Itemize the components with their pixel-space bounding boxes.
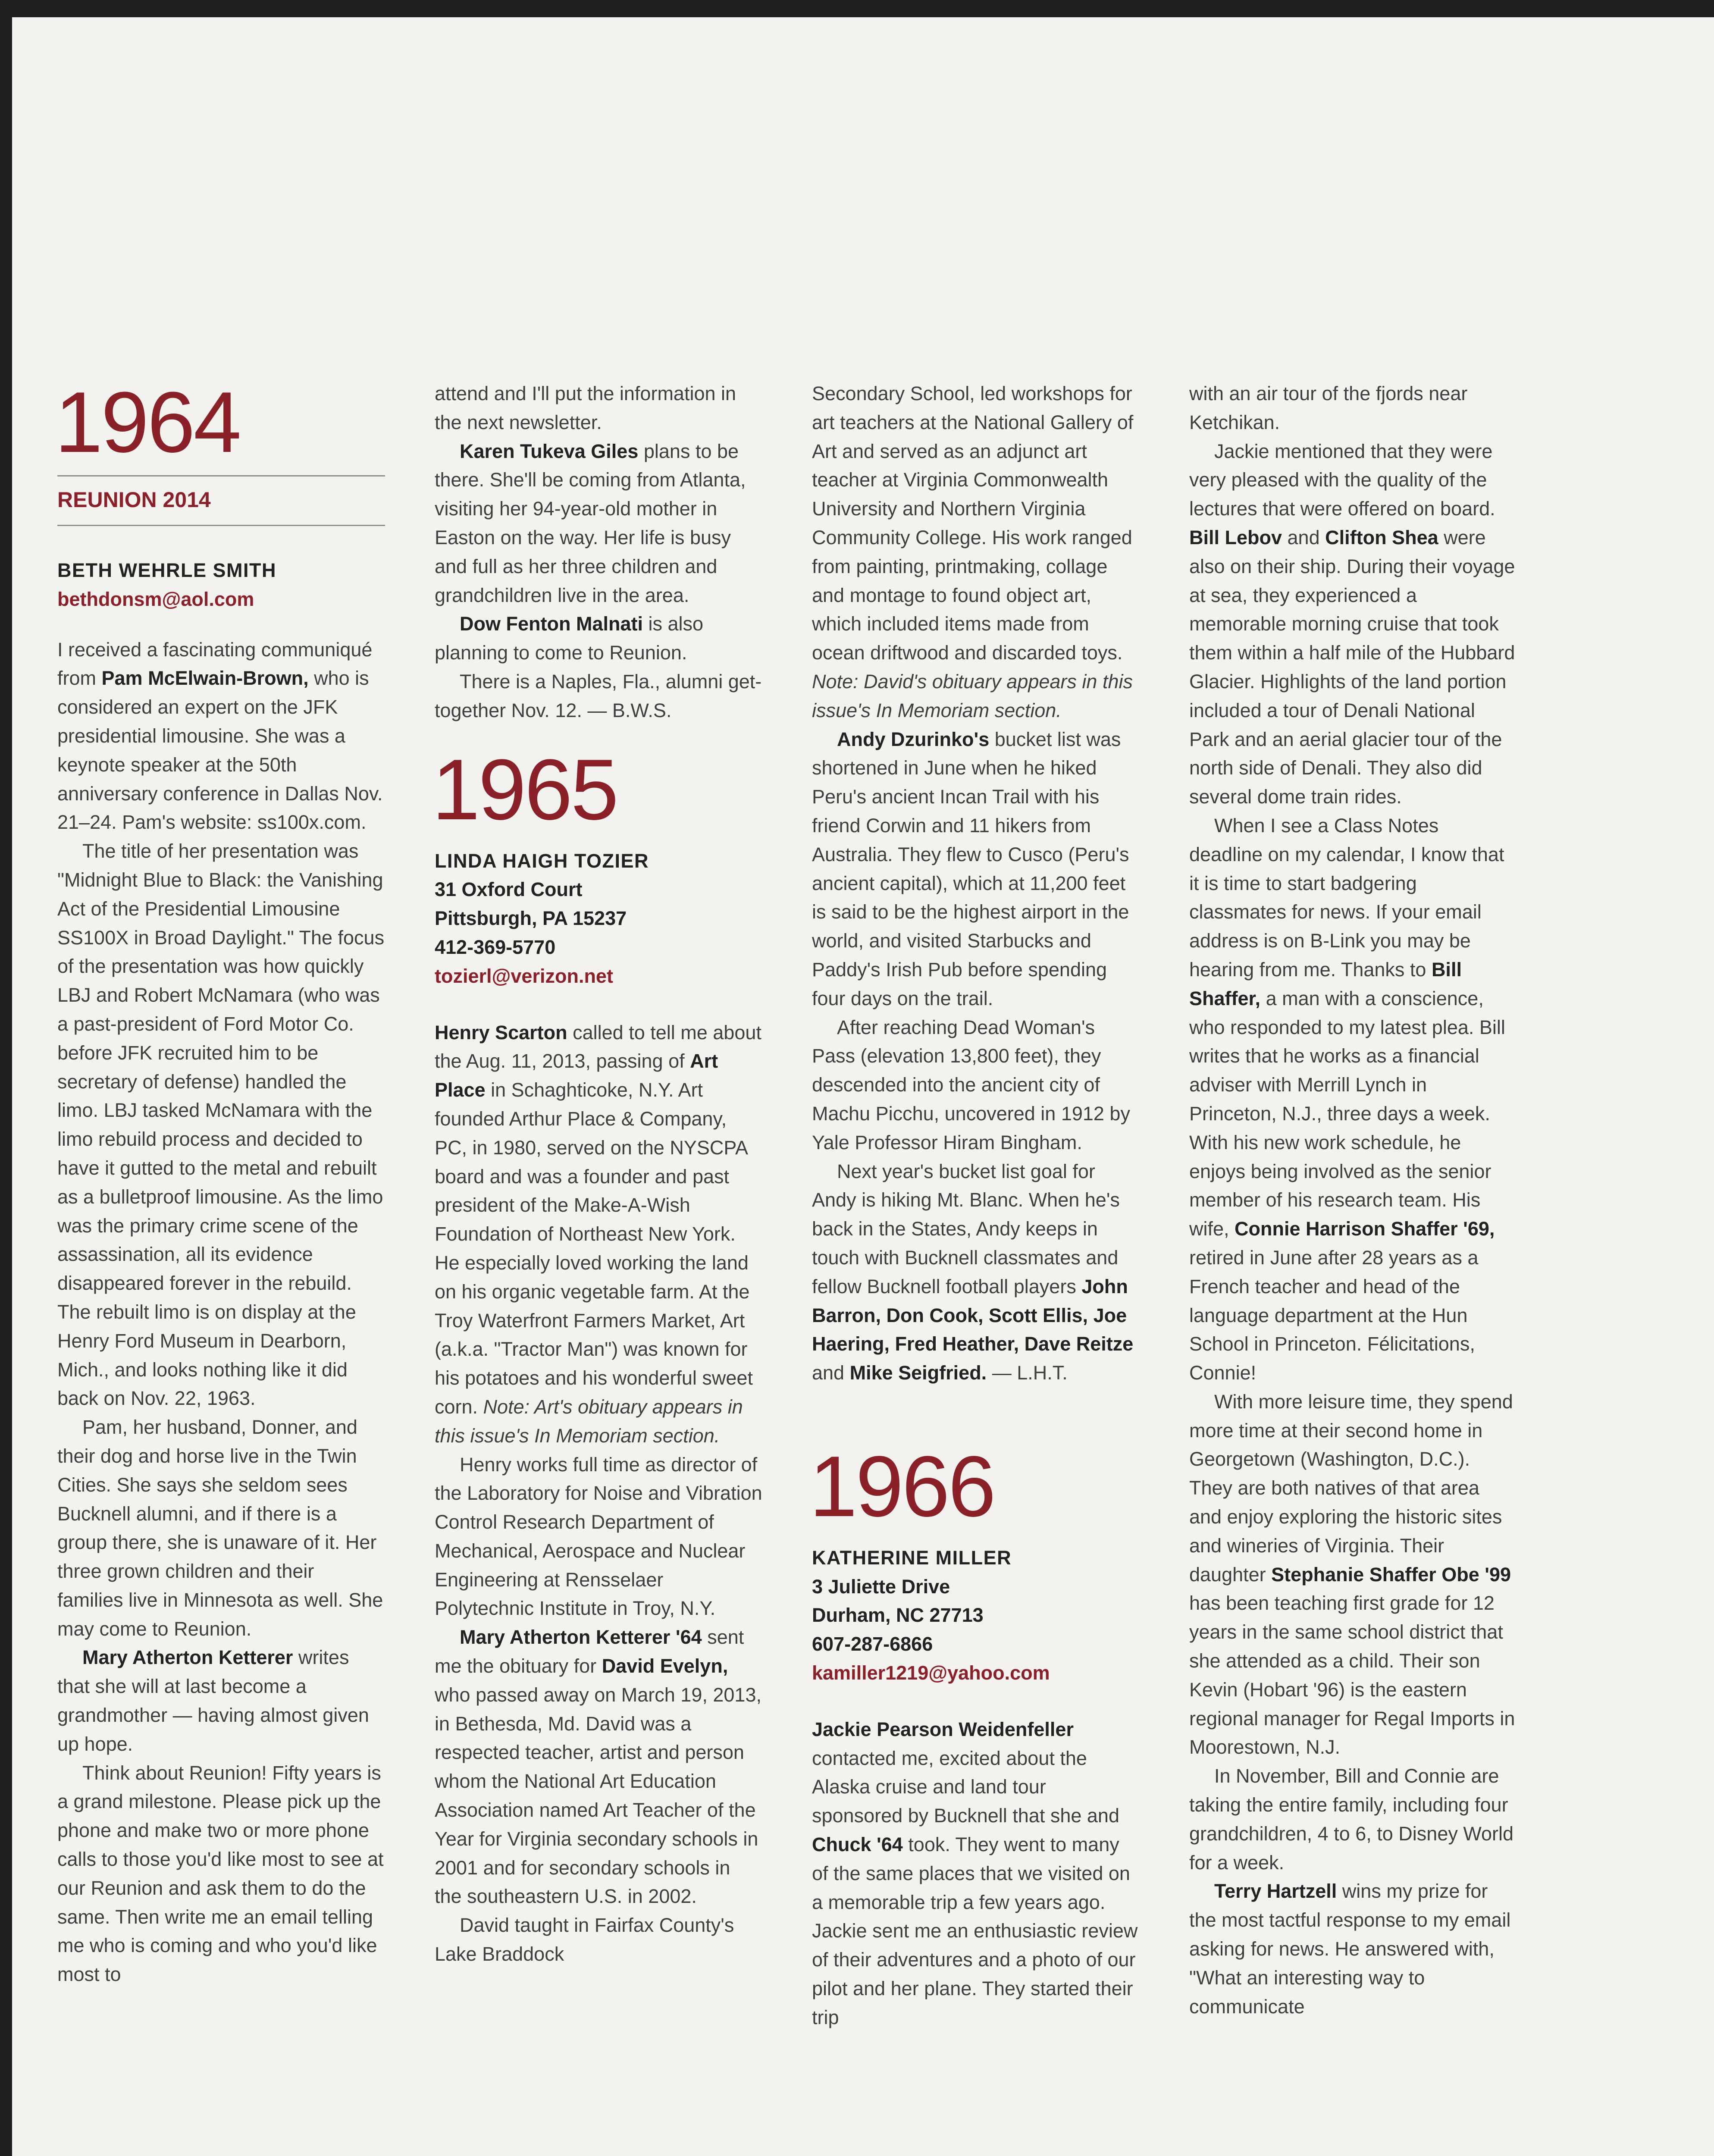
alumni-name: Dow Fenton Malnati: [460, 613, 643, 635]
spacer: [812, 1388, 1140, 1444]
paragraph: Dow Fenton Malnati is also planning to come to Reunion.: [435, 613, 704, 664]
alumni-name: Stephanie Shaffer Obe '99: [1271, 1563, 1511, 1586]
alumni-name: Jackie Pearson Weidenfeller: [812, 1718, 1074, 1740]
paragraph: Pam, her husband, Donner, and their dog and horse live in the Twin Cities. She says she seldom sees Bucknell alumni, and if there is a group there, she is unaware of it. Her three grown children and their families live in Minnesota as well. She may come to Reunion.: [57, 1416, 383, 1640]
editor-note: Note: Art's obituary appears in this issue's In Memoriam section.: [435, 1395, 743, 1447]
alumni-name: Clifton Shea: [1325, 526, 1438, 548]
paragraph: Henry Scarton called to tell me about the Aug. 11, 2013, passing of Art Place in Schaghticoke, N.Y. Art founded Arthur Place & Company, PC, in 1980, served on the NYSCPA board and was a founder and past president of the Make-A-Wish Foundation of Northeast New York. He especially loved working the land on his organic vegetable farm. At the Troy Waterfront Farmers Market, Art (a.k.a. "Tractor Man") was known for his potatoes and his wonderful sweet corn. Note: Art's obituary appears in this issue's In Memoriam section.: [435, 1021, 761, 1447]
paragraph: David taught in Fairfax County's Lake Braddock: [435, 1914, 734, 1965]
correspondent-email[interactable]: kamiller1219@yahoo.com: [812, 1662, 1050, 1684]
correspondent-email[interactable]: bethdonsm@aol.com: [57, 588, 254, 610]
alumni-name: Henry Scarton: [435, 1021, 567, 1044]
column-4: [1189, 379, 1517, 2021]
editor-note: Note: David's obituary appears in this issue's In Memoriam section.: [812, 670, 1133, 721]
paragraph: Next year's bucket list goal for Andy is hiking Mt. Blanc. When he's back in the States, Andy keeps in touch with Bucknell classmates and fellow Bucknell football players John Barron, Don Cook, Scott Ellis, Joe Haering, Fred Heather, Dave Reitze and Mike Seigfried. — L.H.T.: [812, 1160, 1134, 1384]
alumni-name: Mary Atherton Ketterer: [82, 1646, 293, 1669]
alumni-name: Mike Seigfried.: [849, 1362, 987, 1384]
column-3: [809, 379, 1140, 2032]
paragraph: Andy Dzurinko's bucket list was shortened in June when he hiked Peru's ancient Incan Trail with his friend Corwin and 11 hikers from Australia. They flew to Cusco (Peru's ancient capital), which at 11,200 feet is said to be the highest airport in the world, and visited Starbucks and Paddy's Irish Pub before spending four days on the trail.: [812, 728, 1129, 1009]
paragraph: attend and I'll put the information in the next newsletter.: [435, 382, 736, 433]
paragraph: Think about Reunion! Fifty years is a grand milestone. Please pick up the phone and make two or more phone calls to those you'd like most to see at our Reunion and ask them to do the same. Then write me an email telling me who is coming and who you'd like most to: [57, 1761, 384, 1986]
correspondent-1964: [57, 556, 385, 614]
correspondent-city: Durham, NC 27713: [812, 1604, 984, 1626]
correspondent-1965: [435, 847, 762, 991]
column-2: [432, 379, 762, 1969]
paragraph: Secondary School, led workshops for art teachers at the National Gallery of Art and served as an adjunct art teacher at Virginia Commonwealth University and Northern Virginia Community College. His work ranged from painting, printmaking, collage and montage to found object art, which included items made from ocean driftwood and discarded toys. Note: David's obituary appears in this issue's In Memoriam section.: [812, 382, 1134, 721]
alumni-name: Bill Shaffer,: [1189, 958, 1462, 1009]
correspondent-1966: [812, 1544, 1140, 1688]
paragraph: With more leisure time, they spend more time at their second home in Georgetown (Washington, D.C.). They are both natives of that area and enjoy exploring the historic sites and wineries of Virginia. Their daughter Stephanie Shaffer Obe '99 has been teaching first grade for 12 years in the same school district that she attended as a child. Their son Kevin (Hobart '96) is the eastern regional manager for Regal Imports in Moorestown, N.J.: [1189, 1390, 1515, 1758]
paragraph: Terry Hartzell wins my prize for the most tactful response to my email asking for news. He answered with, "What an interesting way to communicate: [1189, 1880, 1511, 2018]
alumni-name: Bill Lebov: [1189, 526, 1282, 548]
alumni-name: John Barron, Don Cook, Scott Ellis, Joe Haering, Fred Heather, Dave Reitze: [812, 1275, 1134, 1355]
paragraph: Mary Atherton Ketterer writes that she will at last become a grandmother — having almost given up hope.: [57, 1646, 369, 1755]
class-year-1965: 1965: [432, 741, 617, 838]
alumni-name: Pam McElwain-Brown,: [101, 667, 309, 689]
class-year-1966: 1966: [809, 1438, 994, 1535]
alumni-name: David Evelyn,: [602, 1655, 728, 1677]
correspondent-city: Pittsburgh, PA 15237: [435, 907, 627, 930]
correspondent-phone: 607-287-6866: [812, 1633, 933, 1655]
paragraph: In November, Bill and Connie are taking the entire family, including four grandchildren, 4 to 6, to Disney World for a week.: [1189, 1765, 1514, 1874]
magazine-page: [12, 17, 1714, 2156]
alumni-name: Chuck '64: [812, 1833, 903, 1856]
paragraph: Karen Tukeva Giles plans to be there. She'll be coming from Atlanta, visiting her 94-year-old mother in Easton on the way. Her life is busy and full as her three children and grandchildren live in the area.: [435, 440, 746, 606]
alumni-name: Karen Tukeva Giles: [460, 440, 639, 462]
correspondent-phone: 412-369-5770: [435, 936, 556, 958]
paragraph: There is a Naples, Fla., alumni get-together Nov. 12. — B.W.S.: [435, 670, 762, 721]
correspondent-email[interactable]: tozierl@verizon.net: [435, 965, 613, 987]
paragraph: Henry works full time as director of the Laboratory for Noise and Vibration Control Research Department of Mechanical, Aerospace and Nuclear Engineering at Rensselaer Polytechnic Institute in Troy, N.Y.: [435, 1453, 762, 1620]
paragraph: Mary Atherton Ketterer '64 sent me the obituary for David Evelyn, who passed away on March 19, 2013, in Bethesda, Md. David was a respected teacher, artist and person whom the National Art Education Association named Art Teacher of the Year for Virginia secondary schools in 2001 and for secondary schools in the southeastern U.S. in 2002.: [435, 1626, 761, 1908]
paragraph: I received a fascinating communiqué from Pam McElwain-Brown, who is considered an expert on the JFK presidential limousine. She was a keynote speaker at the 50th anniversary conference in Dallas Nov. 21–24. Pam's website: ss100x.com.: [57, 638, 383, 834]
alumni-name: Terry Hartzell: [1214, 1880, 1337, 1902]
divider: [57, 525, 385, 526]
alumni-name: Andy Dzurinko's: [837, 728, 990, 750]
class-year-1964: 1964: [55, 374, 240, 470]
paragraph: Jackie Pearson Weidenfeller contacted me, excited about the Alaska cruise and land tour sponsored by Bucknell that she and Chuck '64 took. They went to many of the same places that we visited on a memorable trip a few years ago. Jackie sent me an enthusiastic review of their adventures and a photo of our pilot and her plane. They started their trip: [812, 1718, 1138, 2028]
paragraph: The title of her presentation was "Midnight Blue to Black: the Vanishing Act of the Presidential Limousine SS100X in Broad Daylight." The focus of the presentation was how quickly LBJ and Robert McNamara (who was a past-president of Ford Motor Co. before JFK recruited him to be secretary of defense) handled the limo. LBJ tasked McNamara with the limo rebuild process and decided to have it gutted to the metal and rebuilt as a bulletproof limousine. As the limo was the primary crime scene of the assassination, all its evidence disappeared forever in the rebuild. The rebuilt limo is on display at the Henry Ford Museum in Dearborn, Mich., and looks nothing like it did back on Nov. 22, 1963.: [57, 840, 385, 1410]
paragraph: When I see a Class Notes deadline on my calendar, I know that it is time to start badgering classmates for news. If your email address is on B-Link you may be hearing from me. Thanks to Bill Shaffer, a man with a conscience, who responded to my latest plea. Bill writes that he works as a financial adviser with Merrill Lynch in Princeton, N.J., three days a week. With his new work schedule, he enjoys being involved as the senior member of his research team. His wife, Connie Harrison Shaffer '69, retired in June after 28 years as a French teacher and head of the language department at the Hun School in Princeton. Félicitations, Connie!: [1189, 814, 1505, 1384]
reunion-label: REUNION 2014: [57, 488, 211, 512]
alumni-name: Art Place: [435, 1050, 718, 1101]
correspondent-address: 3 Juliette Drive: [812, 1575, 950, 1598]
correspondent-address: 31 Oxford Court: [435, 878, 583, 901]
paragraph: After reaching Dead Woman's Pass (elevation 13,800 feet), they descended into the ancient city of Machu Picchu, uncovered in 1912 by Yale Professor Hiram Bingham.: [812, 1016, 1130, 1153]
correspondent-name: KATHERINE MILLER: [812, 1546, 1012, 1569]
paragraph: with an air tour of the fjords near Ketchikan.: [1189, 382, 1468, 433]
column-1: [55, 374, 385, 1989]
correspondent-name: LINDA HAIGH TOZIER: [435, 849, 649, 872]
alumni-name: Mary Atherton Ketterer '64: [460, 1626, 702, 1648]
alumni-name: Connie Harrison Shaffer '69,: [1235, 1218, 1495, 1240]
correspondent-name: BETH WEHRLE SMITH: [57, 559, 276, 581]
paragraph: Jackie mentioned that they were very pleased with the quality of the lectures that were offered on board. Bill Lebov and Clifton Shea were also on their ship. During their voyage at sea, they experienced a memorable morning cruise that took them within a half mile of the Hubbard Glacier. Highlights of the land portion included a tour of Denali National Park and an aerial glacier tour of the north side of Denali. They also did several dome train rides.: [1189, 440, 1515, 808]
